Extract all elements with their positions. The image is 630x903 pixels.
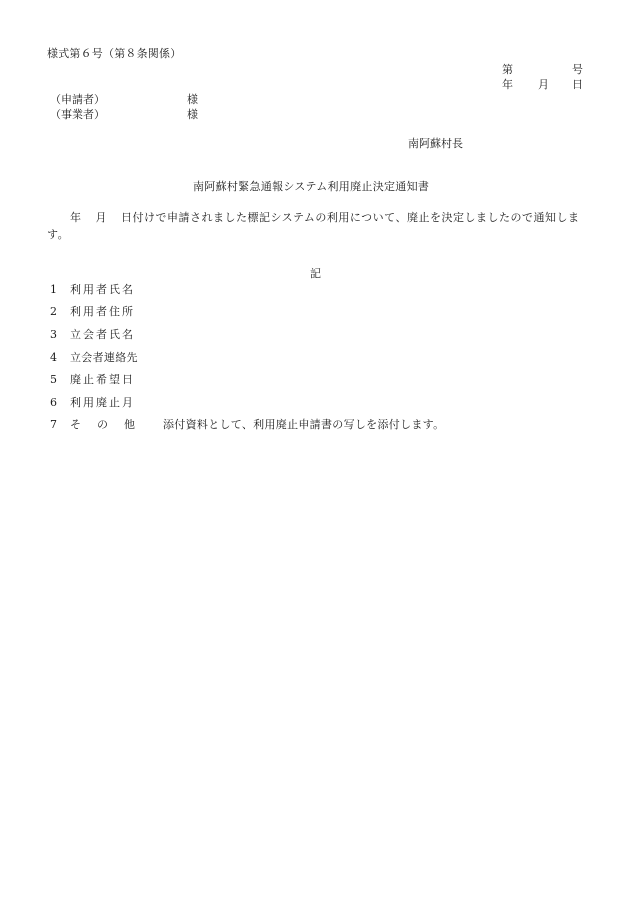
body-year: 年: [70, 211, 82, 224]
item-number: 1: [50, 283, 57, 296]
body-text: 日付けで申請されました標記システムの利用について、廃止を決定しましたので通知します。: [47, 211, 580, 241]
item-label: 利用者氏名: [70, 283, 135, 296]
document-number-suffix: 号: [572, 63, 583, 76]
item-note: 添付資料として、利用廃止申請書の写しを添付します。: [163, 418, 445, 431]
item-label: 利用者住所: [70, 305, 135, 318]
item-number: 7: [50, 418, 57, 431]
item-number: 3: [50, 328, 57, 341]
item-label-part: の: [97, 418, 108, 431]
date-year-label: 年: [502, 78, 513, 91]
date-month-label: 月: [538, 78, 549, 91]
item-label: 廃止希望日: [70, 373, 135, 386]
item-number: 5: [50, 373, 57, 386]
body-month: 月: [95, 211, 107, 224]
document-number-prefix: 第: [502, 63, 513, 76]
item-label: 立会者連絡先: [70, 351, 138, 364]
item-number: 4: [50, 351, 57, 364]
item-label-part: 他: [124, 418, 135, 431]
recipient-applicant-label: （申請者）: [50, 93, 105, 106]
item-number: 2: [50, 305, 57, 318]
issuer-name: 南阿蘇村長: [408, 137, 463, 150]
form-number: 様式第６号（第８条関係）: [47, 47, 182, 60]
date-day-label: 日: [572, 78, 583, 91]
item-number: 6: [50, 396, 57, 409]
recipient-applicant-honorific: 様: [187, 93, 198, 106]
body-paragraph: [47, 209, 592, 243]
item-label-part: そ: [70, 418, 81, 431]
recipient-operator-label: （事業者）: [50, 108, 105, 121]
ki-heading: 記: [310, 267, 321, 280]
recipient-operator-honorific: 様: [187, 108, 198, 121]
item-label: 立会者氏名: [70, 328, 135, 341]
item-label: 利用廃止月: [70, 396, 135, 409]
item-label: [70, 419, 135, 430]
document-title: 南阿蘇村緊急通報システム利用廃止決定通知書: [193, 180, 430, 193]
